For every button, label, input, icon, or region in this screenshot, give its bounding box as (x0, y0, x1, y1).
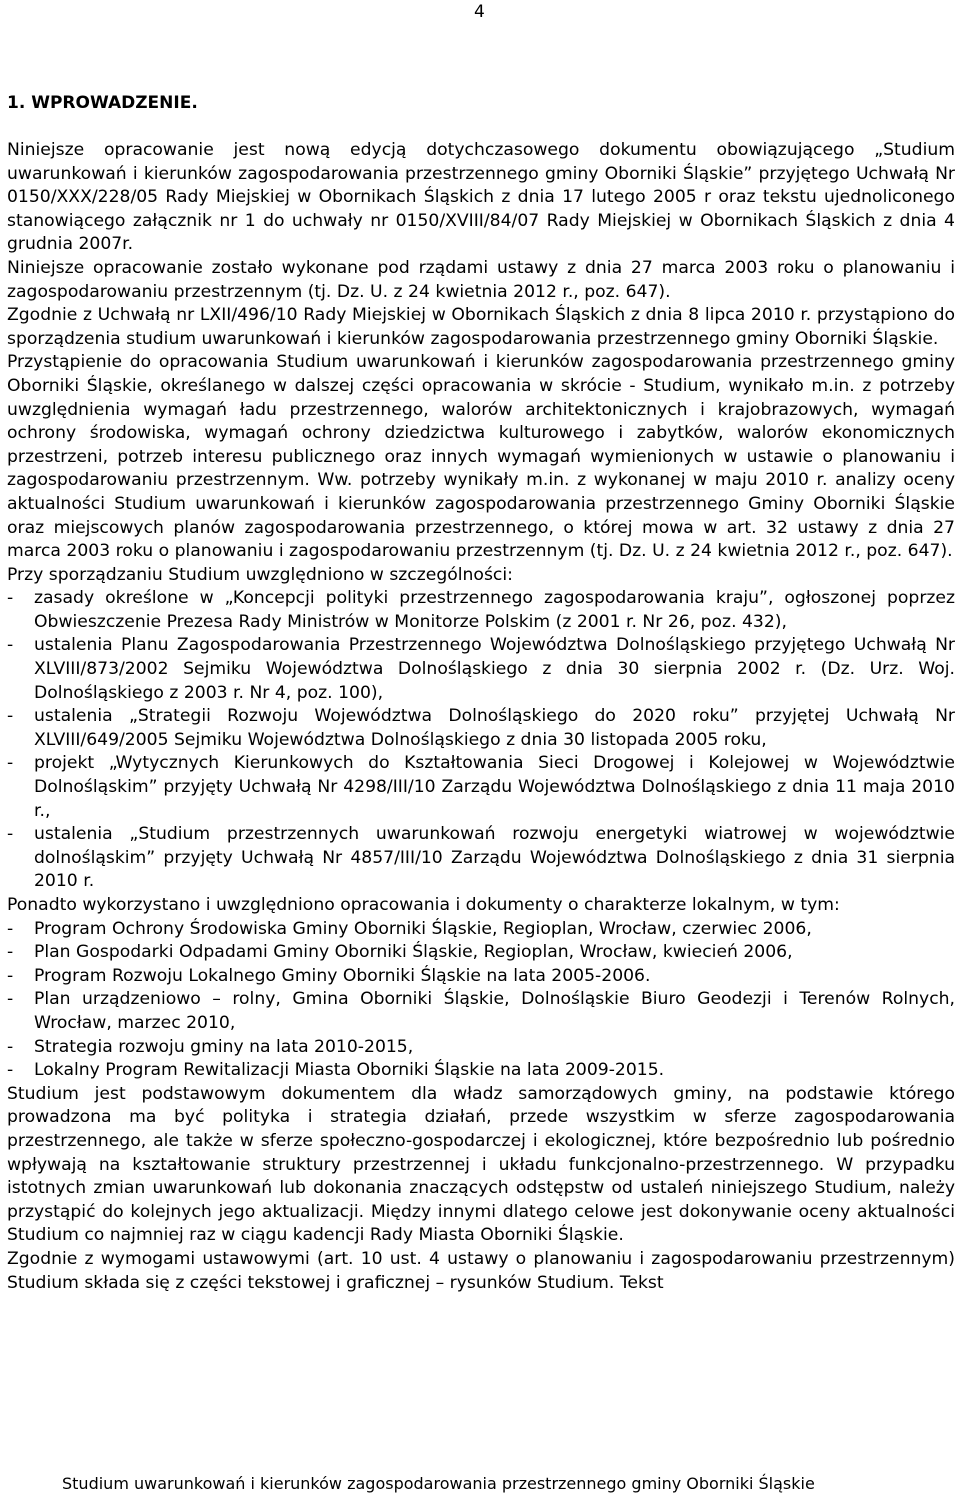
paragraph: Niniejsze opracowanie zostało wykonane pod rządami ustawy z dnia 27 marca 2003 roku o planowaniu i zagospodarowaniu przestrzennym (tj. Dz. U. z 24 kwietnia 2012 r., poz. 647). (7, 257, 955, 302)
list-intro: Ponadto wykorzystano i uwzględniono opracowania i dokumenty o charakterze lokalnym, w tym: (7, 895, 840, 915)
document-body (7, 139, 955, 1295)
paragraph: Niniejsze opracowanie jest nową edycją dotychczasowego dokumentu obowiązującego „Studium uwarunkowań i kierunków zagospodarowania przestrzennego gminy Oborniki Śląskie” przyjętego Uchwałą Nr 0150/XXX/228/05 Rady Miejskiej w Obornikach Śląskich z dnia 17 lutego 2005 r oraz tekstu ujednoliconego stanowiącego załącznik nr 1 do uchwały nr 0150/XVIII/84/07 Rady Miejskiej w Obornikach Śląskich z dnia 4 grudnia 2007r. (7, 140, 955, 255)
list-item-text: Plan urządzeniowo – rolny, Gmina Oborniki Śląskie, Dolnośląskie Biuro Geodezji i Terenów Rolnych, Wrocław, marzec 2010, (34, 989, 955, 1033)
list-item (7, 587, 955, 634)
page-footer: Studium uwarunkowań i kierunków zagospodarowania przestrzennego gminy Oborniki Śląskie (62, 1474, 815, 1493)
list-item-text: projekt „Wytycznych Kierunkowych do Kształtowania Sieci Drogowej i Kolejowej w Województwie Dolnośląskim” przyjęty Uchwałą Nr 4298/III/10 Zarządu Województwa Dolnośląskiego z dnia 11 maja 2010 r., (34, 753, 955, 821)
dash-bullet: - (7, 918, 14, 939)
paragraph: Przystąpienie do opracowania Studium uwarunkowań i kierunków zagospodarowania przestrzennego gminy Oborniki Śląskie, określanego w dalszej części opracowania w skrócie - Studium, wynikało m.in. z potrzeby uwzględnienia wymagań ładu przestrzennego, walorów architektonicznych i krajobrazowych, wymagań ochrony środowiska, wymagań ochrony dziedzictwa kulturowego i zabytków, walorów ekonomicznych przestrzeni, potrzeb interesu publicznego oraz innych wymagań wymienionych w ustawie o planowaniu i zagospodarowaniu przestrzennym. Ww. potrzeby wynikały m.in. z wykonanej w maju 2010 r. analizy oceny aktualności Studium uwarunkowań i kierunków zagospodarowania przestrzennego Gminy Oborniki Śląskie oraz miejscowych planów zagospodarowania przestrzennego, o której mowa w art. 32 ustawy z dnia 27 marca 2003 roku o planowaniu i zagospodarowaniu przestrzennym (tj. Dz. U. z 24 kwietnia 2012 r., poz. 647). (7, 352, 955, 562)
list-item-text: ustalenia Planu Zagospodarowania Przestrzennego Województwa Dolnośląskiego przyjętego Uchwałą Nr XLVIII/873/2002 Sejmiku Województwa Dolnośląskiego z dnia 30 sierpnia 2002 r. (Dz. Urz. Woj. Dolnośląskiego z 2003 r. Nr 4, poz. 100), (34, 635, 955, 703)
list-item-text: ustalenia „Studium przestrzennych uwarunkowań rozwoju energetyki wiatrowej w województwie dolnośląskim” przyjęty Uchwałą Nr 4857/III/10 Zarządu Województwa Dolnośląskiego z dnia 31 sierpnia 2010 r. (34, 824, 955, 892)
list-item-text: Strategia rozwoju gminy na lata 2010-2015, (34, 1036, 414, 1057)
dash-bullet: - (7, 1060, 14, 1081)
dash-bullet: - (7, 1036, 14, 1057)
list-item-text: Program Rozwoju Lokalnego Gminy Oborniki Śląskie na lata 2005-2006. (34, 965, 651, 986)
list-item (7, 752, 955, 823)
list-item-text: ustalenia „Strategii Rozwoju Województwa Dolnośląskiego do 2020 roku” przyjętej Uchwałą Nr XLVIII/649/2005 Sejmiku Województwa Dolnośląskiego z dnia 30 listopada 2005 roku, (34, 706, 955, 750)
dash-bullet: - (7, 942, 14, 963)
dash-bullet: - (7, 989, 14, 1010)
local-documents-list (7, 918, 955, 1083)
dash-bullet: - (7, 706, 14, 727)
list-item (7, 1059, 955, 1083)
list-item-text: Plan Gospodarki Odpadami Gminy Oborniki Śląskie, Regioplan, Wrocław, kwiecień 2006, (34, 942, 793, 963)
list-item (7, 988, 955, 1035)
dash-bullet: - (7, 824, 14, 845)
dash-bullet: - (7, 753, 14, 774)
list-item (7, 634, 955, 705)
dash-bullet: - (7, 588, 14, 609)
dash-bullet: - (7, 965, 14, 986)
list-intro: Przy sporządzaniu Studium uwzględniono w szczególności: (7, 564, 513, 585)
paragraph: Zgodnie z Uchwałą nr LXII/496/10 Rady Miejskiej w Obornikach Śląskich z dnia 8 lipca 2010 r. przystąpiono do sporządzenia studium uwarunkowań i kierunków zagospodarowania przestrzennego gminy Oborniki Śląskie. (7, 305, 955, 349)
paragraph: Zgodnie z wymogami ustawowymi (art. 10 ust. 4 ustawy o planowaniu i zagospodarowaniu przestrzennym) Studium składa się z części tekstowej i graficznej – rysunków Studium. Tekst (7, 1248, 955, 1293)
list-item-text: Program Ochrony Środowiska Gminy Oborniki Śląskie, Regioplan, Wrocław, czerwiec 2006, (34, 918, 812, 939)
list-item (7, 823, 955, 894)
list-item (7, 1036, 955, 1060)
considered-documents-list (7, 587, 955, 894)
paragraph: Studium jest podstawowym dokumentem dla władz samorządowych gminy, na podstawie którego prowadzona ma być polityka i strategia działań, przede wszystkim w sferze zagospodarowania przestrzennego, ale także w sferze społeczno-gospodarczej i ekologicznej, które bezpośrednio lub pośrednio wpływają na kształtowanie struktury przestrzennej i układu funkcjonalno-przestrzennego. W przypadku istotnych zmian uwarunkowań lub dokonania znaczących odstępstw od ustaleń niniejszego Studium, należy przystąpić do kolejnych jego aktualizacji. Między innymi dlatego celowe jest dokonywanie oceny aktualności Studium co najmniej raz w ciągu kadencji Rady Miasta Oborniki Śląskie. (7, 1083, 955, 1246)
dash-bullet: - (7, 635, 14, 656)
list-item (7, 965, 955, 989)
section-heading: 1. WPROWADZENIE. (7, 93, 198, 113)
page-number: 4 (474, 2, 485, 22)
list-item (7, 918, 955, 942)
list-item (7, 941, 955, 965)
list-item (7, 705, 955, 752)
list-item-text: zasady określone w „Koncepcji polityki przestrzennego zagospodarowania kraju”, ogłoszonej poprzez Obwieszczenie Prezesa Rady Ministrów w Monitorze Polskim (z 2001 r. Nr 26, poz. 432), (34, 588, 955, 632)
list-item-text: Lokalny Program Rewitalizacji Miasta Oborniki Śląskie na lata 2009-2015. (34, 1060, 665, 1081)
